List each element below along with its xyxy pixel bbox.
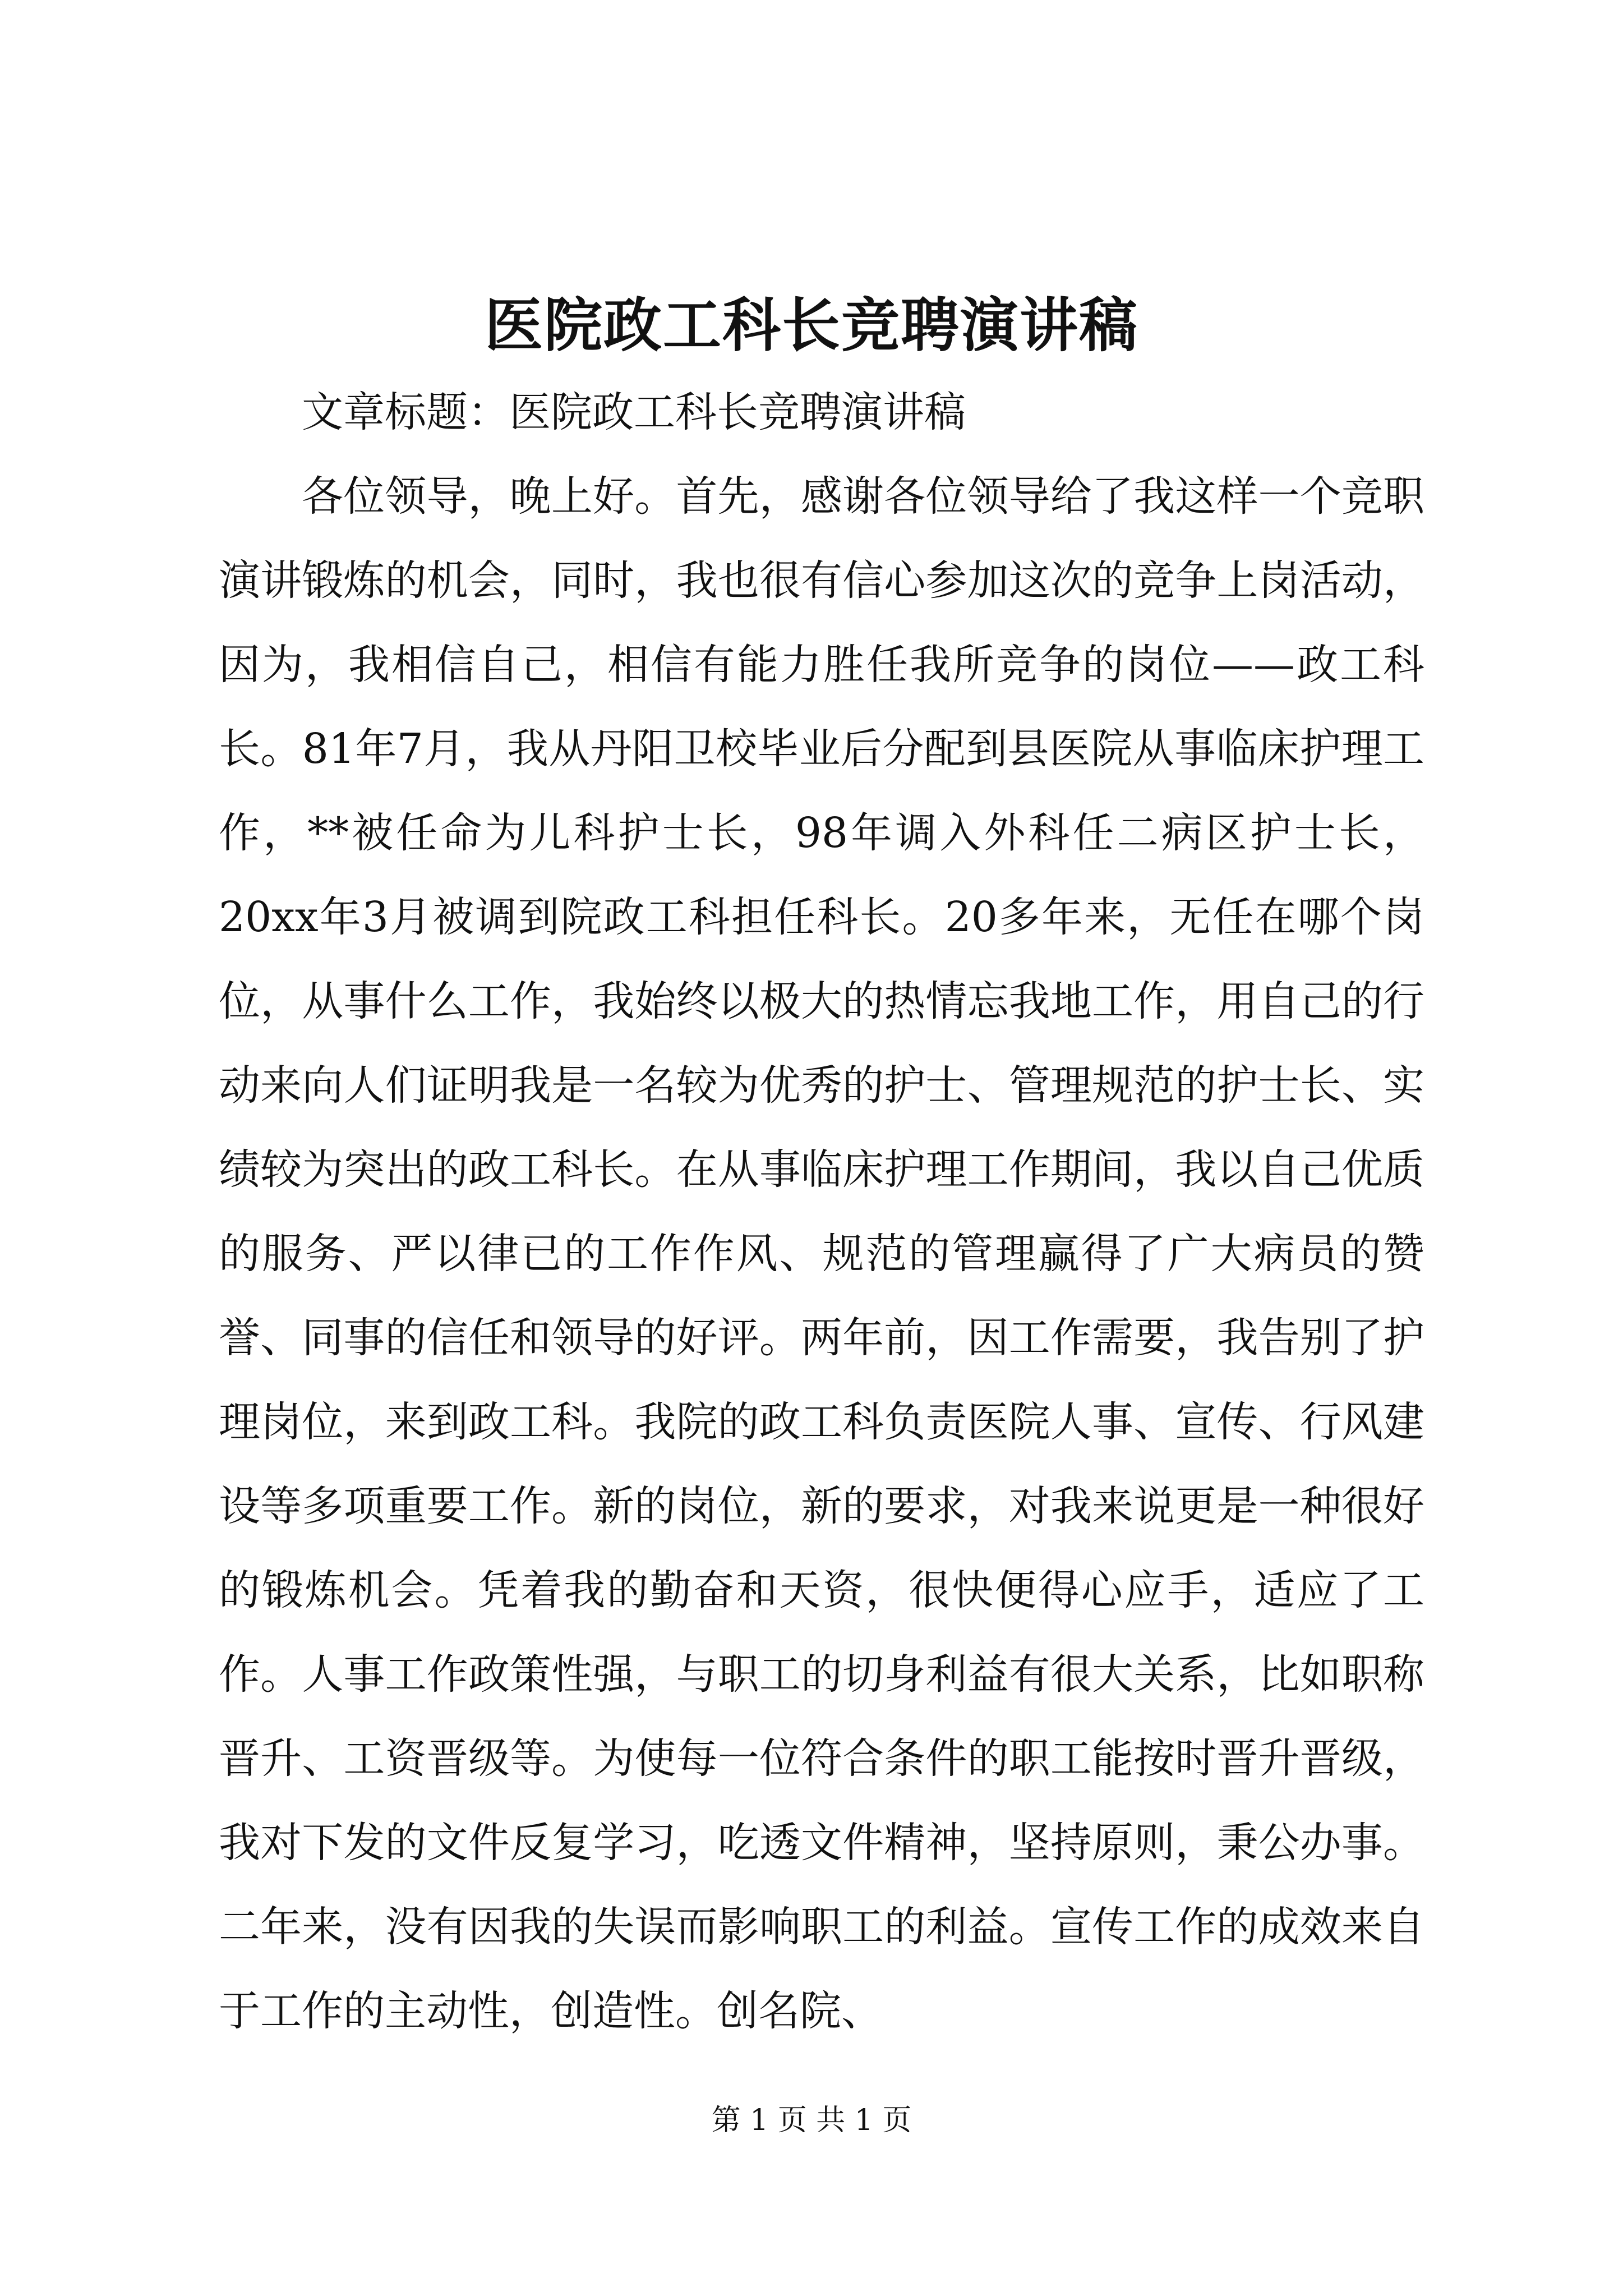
article-title-line: 文章标题：医院政工科长竞聘演讲稿	[302, 388, 966, 436]
page-number-footer: 第 1 页 共 1 页	[711, 2104, 912, 2137]
document-body	[219, 370, 1424, 2053]
body-paragraph: 各位领导，晚上好。首先，感谢各位领导给了我这样一个竞职演讲锻炼的机会，同时，我也很有信心参加这次的竞争上岗活动，因为，我相信自己，相信有能力胜任我所竞争的岗位——政工科长。81年7月，我从丹阳卫校毕业后分配到县医院从事临床护理工作，**被任命为儿科护士长，98年调入外科任二病区护士长，20xx年3月被调到院政工科担任科长。20多年来，无任在哪个岗位，从事什么工作，我始终以极大的热情忘我地工作，用自己的行动来向人们证明我是一名较为优秀的护士、管理规范的护士长、实绩较为突出的政工科长。在从事临床护理工作期间，我以自己优质的服务、严以律已的工作作风、规范的管理赢得了广大病员的赞誉、同事的信任和领导的好评。两年前，因工作需要，我告别了护理岗位，来到政工科。我院的政工科负责医院人事、宣传、行风建设等多项重要工作。新的岗位，新的要求，对我来说更是一种很好的锻炼机会。凭着我的勤奋和天资，很快便得心应手，适应了工作。人事工作政策性强，与职工的切身利益有很大关系，比如职称晋升、工资晋级等。为使每一位符合条件的职工能按时晋升晋级，我对下发的文件反复学习，吃透文件精神，坚持原则，秉公办事。二年来，没有因我的失误而影响职工的利益。宣传工作的成效来自于工作的主动性，创造性。创名院、	[219, 472, 1424, 2035]
document-title: 医院政工科长竞聘演讲稿	[484, 291, 1138, 360]
